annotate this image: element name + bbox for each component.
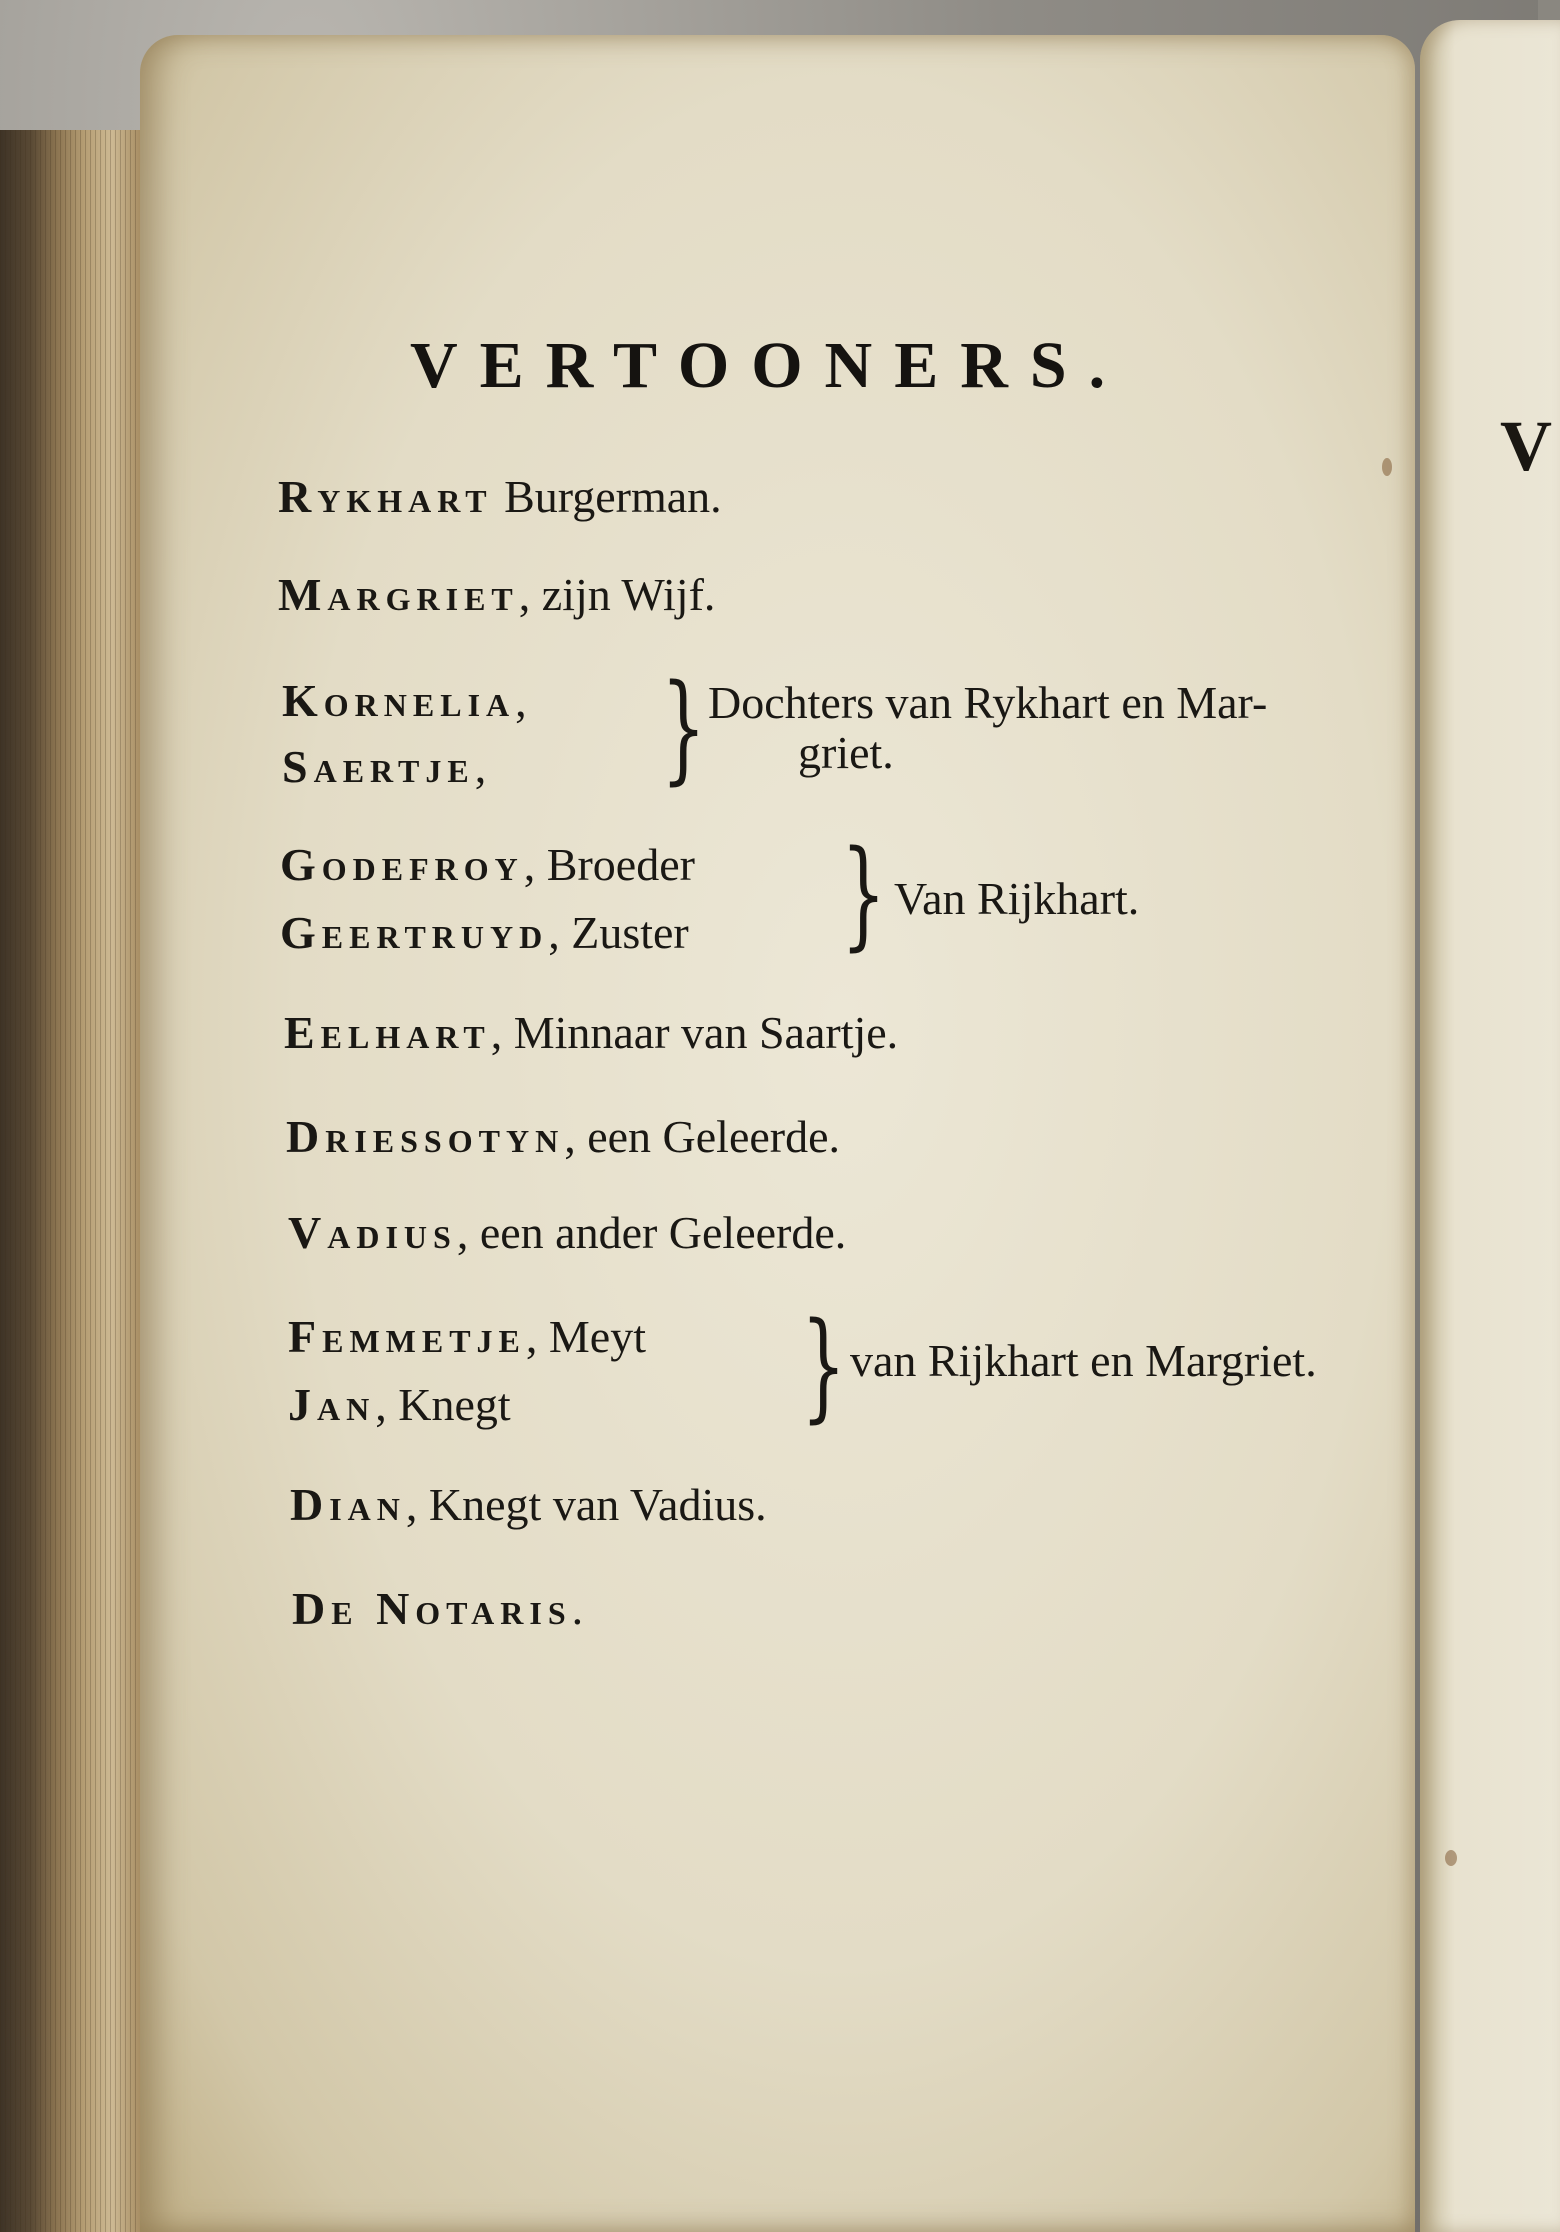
brace-bracket: }	[661, 658, 707, 796]
character-description: , Knegt van Vadius.	[405, 1479, 767, 1530]
cast-entry	[288, 1378, 511, 1431]
character-name: Eelhart	[284, 1007, 491, 1058]
character-description: , Knegt	[375, 1379, 511, 1430]
character-description: , Minnaar van Saartje.	[490, 1007, 899, 1058]
character-description: .	[571, 1583, 584, 1634]
character-description: , Zuster	[548, 907, 689, 958]
character-name: Geertruyd	[280, 907, 549, 958]
character-description: ,	[515, 675, 527, 726]
cast-entry	[280, 838, 695, 891]
character-name: De Notaris	[292, 1583, 572, 1634]
group-description: Van Rijkhart.	[894, 873, 1140, 924]
cast-entry	[278, 568, 715, 621]
page-title: VERTOONERS.	[410, 329, 1128, 402]
page-stain	[1445, 1850, 1457, 1866]
character-description: Burgerman.	[492, 471, 722, 522]
character-name: Driessotyn	[286, 1111, 565, 1162]
character-description: , een Geleerde.	[564, 1111, 841, 1162]
cast-entry	[282, 740, 486, 793]
character-name: Rykhart	[278, 471, 493, 522]
cast-entry	[290, 1478, 767, 1531]
cast-entry	[292, 1582, 583, 1635]
character-name: Jan	[288, 1379, 376, 1430]
character-name: Vadius	[288, 1207, 457, 1258]
character-name: Godefroy	[280, 839, 524, 890]
character-description: , een ander Geleerde.	[456, 1207, 847, 1258]
character-description: , zijn Wijf.	[518, 569, 716, 620]
brace-bracket: }	[841, 824, 887, 962]
group-description-continued: griet.	[798, 727, 894, 778]
cast-entry	[288, 1310, 646, 1363]
cast-entry	[282, 674, 527, 727]
character-name: Femmetje	[288, 1311, 526, 1362]
brace-bracket: }	[801, 1296, 847, 1434]
cast-entry	[284, 1006, 898, 1059]
character-description: , Broeder	[523, 839, 695, 890]
cast-entry	[288, 1206, 846, 1259]
character-description: , Meyt	[525, 1311, 646, 1362]
group-description: Dochters van Rykhart en Mar-	[708, 677, 1268, 728]
cast-entry	[278, 470, 722, 523]
character-name: Kornelia	[282, 675, 516, 726]
cast-entry	[286, 1110, 840, 1163]
adjacent-page	[1420, 20, 1560, 2232]
group-description: van Rijkhart en Margriet.	[850, 1335, 1317, 1386]
cast-entry	[280, 906, 689, 959]
character-name: Saertje	[282, 741, 475, 792]
character-name: Dian	[290, 1479, 406, 1530]
adjacent-page-letter: V	[1500, 406, 1552, 486]
character-name: Margriet	[278, 569, 519, 620]
character-description: ,	[474, 741, 487, 792]
page-stain	[1382, 458, 1392, 476]
